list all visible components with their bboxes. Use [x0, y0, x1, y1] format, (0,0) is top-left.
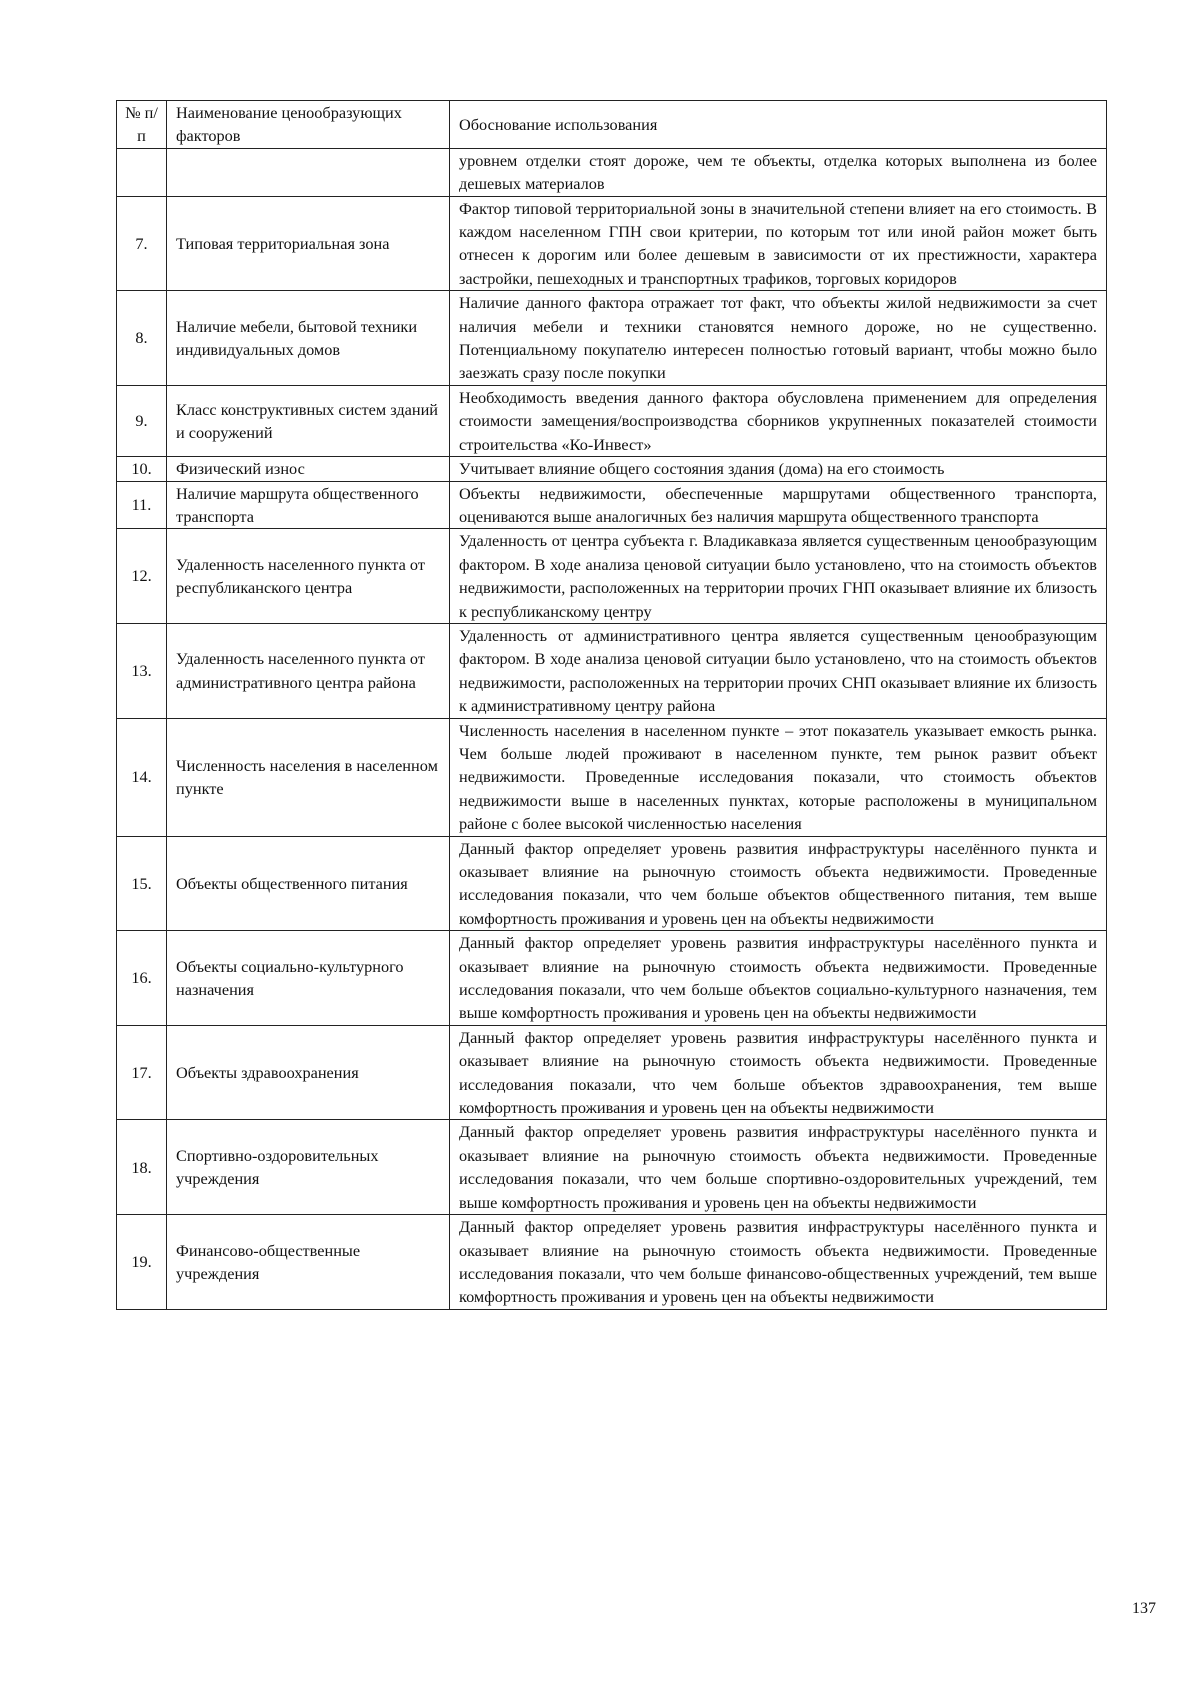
- row-number: 19.: [117, 1215, 167, 1310]
- table-row: [117, 1025, 1107, 1120]
- row-number: 10.: [117, 457, 167, 481]
- row-factor-name: Объекты здравоохранения: [167, 1025, 450, 1120]
- header-factor-name: Наименование ценообразующих факторов: [167, 101, 450, 149]
- row-justification: Данный фактор определяет уровень развития инфраструктуры населённого пункта и оказывает влияние на рыночную стоимость объекта недвижимости. Проведенные исследования показали, что чем больше финансово-общественных учреждений, тем выше комфортность проживания и уровень цен на объекты недвижимости: [450, 1215, 1107, 1310]
- row-number: 12.: [117, 529, 167, 624]
- pricing-factors-table: [116, 100, 1107, 1310]
- row-justification: Удаленность от административного центра является существенным ценообразующим фактором. В ходе анализа ценовой ситуации было установлено, что на стоимость объектов недвижимости, расположенных на территории прочих СНП оказывает влияние их близость к административному центру района: [450, 623, 1107, 718]
- row-factor-name: Типовая территориальная зона: [167, 196, 450, 291]
- row-justification: Фактор типовой территориальной зоны в значительной степени влияет на его стоимость. В каждом населенном ГПН свои критерии, по которым тот или иной район может быть отнесен к дорогим или более дешевым в зависимости от их престижности, характера застройки, пешеходных и транспортных трафиков, торговых коридоров: [450, 196, 1107, 291]
- row-number: 13.: [117, 623, 167, 718]
- row-factor-name: Наличие маршрута общественного транспорта: [167, 481, 450, 529]
- table-row: [117, 196, 1107, 291]
- table-row: [117, 718, 1107, 836]
- page-number: 137: [1132, 1600, 1156, 1617]
- table-row: [117, 385, 1107, 456]
- row-factor-name: Класс конструктивных систем зданий и сооружений: [167, 385, 450, 456]
- row-number: 16.: [117, 931, 167, 1026]
- table-row: [117, 1215, 1107, 1310]
- table-row: [117, 1120, 1107, 1215]
- row-factor-name: Физический износ: [167, 457, 450, 481]
- table-row: [117, 457, 1107, 481]
- table-row: [117, 481, 1107, 529]
- row-number: 7.: [117, 196, 167, 291]
- row-factor-name: Объекты социально-культурного назначения: [167, 931, 450, 1026]
- table-header-row: [117, 101, 1107, 149]
- row-number: 15.: [117, 836, 167, 931]
- row-factor-name: Объекты общественного питания: [167, 836, 450, 931]
- table-row: [117, 148, 1107, 196]
- header-justification: Обоснование использования: [450, 101, 1107, 149]
- row-factor-name: Численность населения в населенном пункте: [167, 718, 450, 836]
- row-justification: Объекты недвижимости, обеспеченные маршрутами общественного транспорта, оцениваются выше аналогичных без наличия маршрута общественного транспорта: [450, 481, 1107, 529]
- row-factor-name: [167, 148, 450, 196]
- table-body: [117, 101, 1107, 1310]
- row-justification: уровнем отделки стоят дороже, чем те объекты, отделка которых выполнена из более дешевых материалов: [450, 148, 1107, 196]
- row-number: 17.: [117, 1025, 167, 1120]
- row-factor-name: Спортивно-оздоровительных учреждения: [167, 1120, 450, 1215]
- row-factor-name: Удаленность населенного пункта от административного центра района: [167, 623, 450, 718]
- row-number: [117, 148, 167, 196]
- row-justification: Данный фактор определяет уровень развития инфраструктуры населённого пункта и оказывает влияние на рыночную стоимость объекта недвижимости. Проведенные исследования показали, что чем больше объектов общественного питания, тем выше комфортность проживания и уровень цен на объекты недвижимости: [450, 836, 1107, 931]
- row-factor-name: Удаленность населенного пункта от республиканского центра: [167, 529, 450, 624]
- table-row: [117, 291, 1107, 386]
- row-factor-name: Финансово-общественные учреждения: [167, 1215, 450, 1310]
- row-number: 8.: [117, 291, 167, 386]
- row-number: 14.: [117, 718, 167, 836]
- row-justification: Данный фактор определяет уровень развития инфраструктуры населённого пункта и оказывает влияние на рыночную стоимость объекта недвижимости. Проведенные исследования показали, что чем больше спортивно-оздоровительных учреждений, тем выше комфортность проживания и уровень цен на объекты недвижимости: [450, 1120, 1107, 1215]
- row-justification: Учитывает влияние общего состояния здания (дома) на его стоимость: [450, 457, 1107, 481]
- row-number: 11.: [117, 481, 167, 529]
- row-justification: Удаленность от центра субъекта г. Владикавказа является существенным ценообразующим фактором. В ходе анализа ценовой ситуации было установлено, что на стоимость объектов недвижимости, расположенных на территории прочих ГНП оказывает влияние их близость к республиканскому центру: [450, 529, 1107, 624]
- row-justification: Численность населения в населенном пункте – этот показатель указывает емкость рынка. Чем больше людей проживают в населенном пункте, тем рынок развит объект недвижимости. Проведенные исследования показали, что стоимость объектов недвижимости выше в населенных пунктах, которые расположены в муниципальном районе с более высокой численностью населения: [450, 718, 1107, 836]
- table-row: [117, 836, 1107, 931]
- table-row: [117, 529, 1107, 624]
- row-justification: Наличие данного фактора отражает тот факт, что объекты жилой недвижимости за счет наличия мебели и техники становятся немного дороже, но не существенно. Потенциальному покупателю интересен полностью готовый вариант, чтобы можно было заезжать сразу после покупки: [450, 291, 1107, 386]
- row-number: 9.: [117, 385, 167, 456]
- row-factor-name: Наличие мебели, бытовой техники индивидуальных домов: [167, 291, 450, 386]
- row-number: 18.: [117, 1120, 167, 1215]
- row-justification: Данный фактор определяет уровень развития инфраструктуры населённого пункта и оказывает влияние на рыночную стоимость объекта недвижимости. Проведенные исследования показали, что чем больше объектов здравоохранения, тем выше комфортность проживания и уровень цен на объекты недвижимости: [450, 1025, 1107, 1120]
- table-row: [117, 623, 1107, 718]
- header-number: № п/п: [117, 101, 167, 149]
- row-justification: Необходимость введения данного фактора обусловлена применением для определения стоимости замещения/воспроизводства сборников укрупненных показателей стоимости строительства «Ко-Инвест»: [450, 385, 1107, 456]
- table-row: [117, 931, 1107, 1026]
- row-justification: Данный фактор определяет уровень развития инфраструктуры населённого пункта и оказывает влияние на рыночную стоимость объекта недвижимости. Проведенные исследования показали, что чем больше объектов социально-культурного назначения, тем выше комфортность проживания и уровень цен на объекты недвижимости: [450, 931, 1107, 1026]
